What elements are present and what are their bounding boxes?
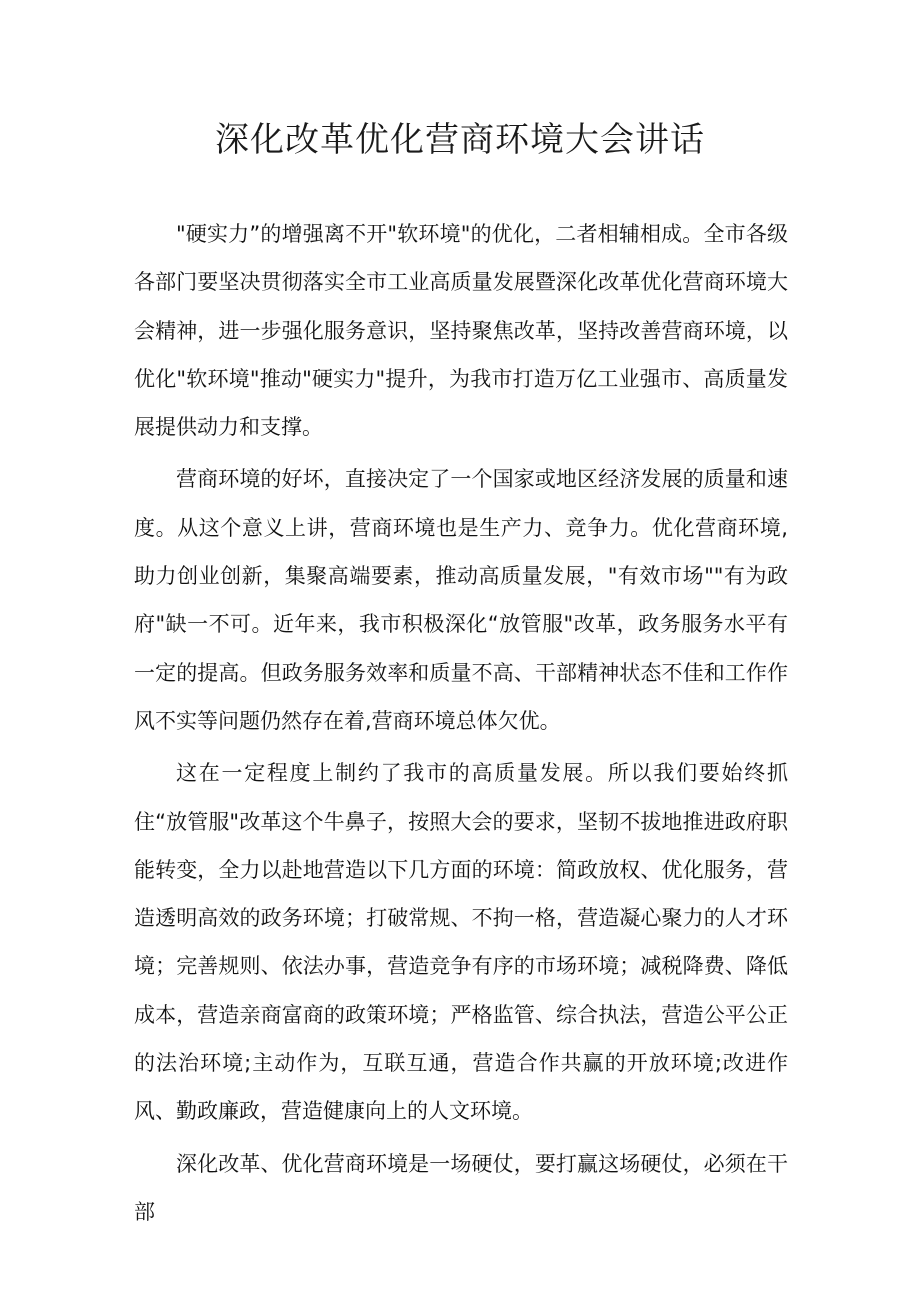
paragraph-1: "硬实力”的增强离不开"软环境"的优化，二者相辅相成。全市各级各部门要坚决贯彻落实全市工业高质量发展暨深化改革优化营商环境大会精神，进一步强化服务意识，坚持聚焦改革，坚持改善营商环境，以优化"软环境"推动"硬实力"提升，为我市打造万亿工业强市、高质量发展提供动力和支撑。 — [134, 222, 788, 440]
document-body — [134, 210, 788, 1240]
paragraph-2: 营商环境的好坏，直接决定了一个国家或地区经济发展的质量和速度。从这个意义上讲，营商环境也是生产力、竞争力。优化营商环境,助力创业创新，集聚高端要素，推动高质量发展，"有效市场""有为政府"缺一不可。近年来，我市积极深化“放管服"改革，政务服务水平有一定的提高。但政务服务效率和质量不高、干部精神状态不佳和工作作风不实等问题仍然存在着,营商环境总体欠优。 — [134, 467, 788, 733]
paragraph-4: 深化改革、优化营商环境是一场硬仗，要打赢这场硬仗，必须在干部 — [134, 1151, 788, 1224]
paragraph-3: 这在一定程度上制约了我市的高质量发展。所以我们要始终抓住“放管服"改革这个牛鼻子，按照大会的要求，坚韧不拔地推进政府职能转变，全力以赴地营造以下几方面的环境：简政放权、优化服务，营造透明高效的政务环境；打破常规、不拘一格，营造凝心聚力的人才环境；完善规则、依法办事，营造竞争有序的市场环境；减税降费、降低成本，营造亲商富商的政策环境；严格监管、综合执法，营造公平公正的法治环境;主动作为，互联互通，营造合作共赢的开放环境;改进作风、勤政廉政，营造健康向上的人文环境。 — [134, 761, 788, 1124]
document-title: 深化改革优化营商环境大会讲话 — [215, 120, 705, 160]
